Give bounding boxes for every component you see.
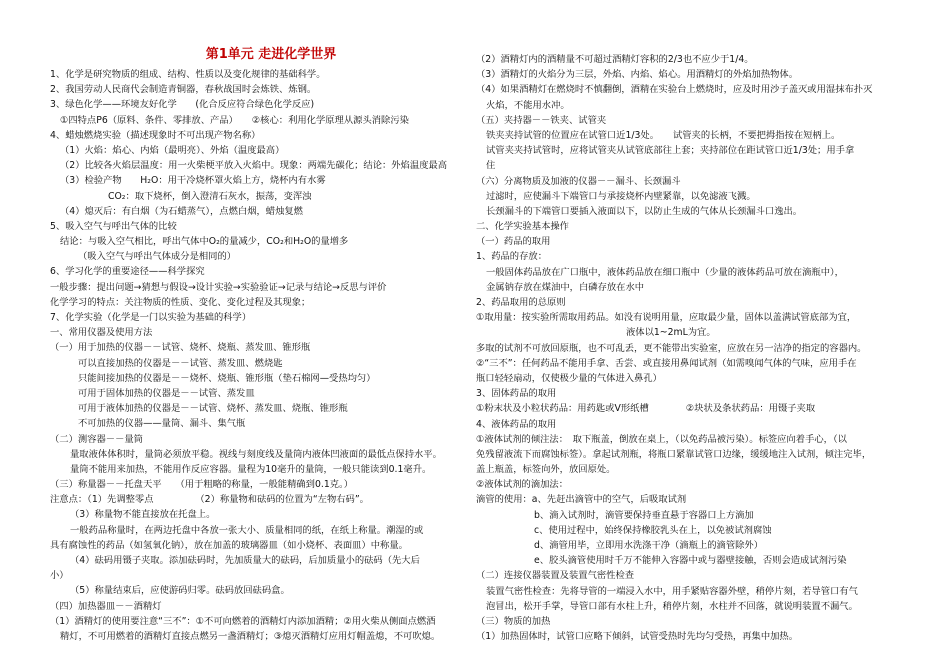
text-line: c、使用过程中，始终保持橡胶乳头在上，以免被试剂腐蚀 xyxy=(534,524,772,536)
text-line: ①粉末状及小粒状药品：用药匙或V形纸槽 ②块状及条状药品：用镊子夹取 xyxy=(476,403,816,415)
text-line: ①液体试剂的倾注法： 取下瓶盖，倒放在桌上，（以免药品被污染）。标签应向着手心，（以 xyxy=(476,433,847,445)
text-line: 不可加热的仪器——量筒、漏斗、集气瓶 xyxy=(78,418,246,430)
text-line: （4）砝码用镊子夹取。添加砝码时，先加质量大的砝码，后加质量小的砝码（先大后 xyxy=(70,555,420,566)
text-line: 5、吸入空气与呼出气体的比较 xyxy=(50,220,177,232)
text-line: 液体以1~2mL为宜。 xyxy=(626,327,716,339)
text-line: （三）物质的加热 xyxy=(476,615,551,627)
text-line: 盖上瓶盖，标签向外，放回原处。 xyxy=(476,464,616,476)
text-line: ②“三不”：任何药品不能用手拿、舌尝、或直接用鼻闻试剂（如需嗅闻气体的气味，应用手在 xyxy=(476,357,857,369)
text-line: 具有腐蚀性的药品（如氢氧化钠），放在加盖的玻璃器皿（如小烧杯、表面皿）中称量。 xyxy=(50,539,408,551)
text-line: 只能间接加热的仪器是－－烧杯、烧瓶、锥形瓶（垫石棉网—受热均匀） xyxy=(78,372,376,384)
text-line: 6、学习化学的重要途径——科学探究 xyxy=(50,266,205,278)
text-line: 量筒不能用来加热，不能用作反应容器。量程为10毫升的量筒，一般只能读到0.1毫升。 xyxy=(70,463,432,475)
text-line: （一）药品的取用 xyxy=(476,236,551,248)
text-line: （2）酒精灯内的酒精量不可超过酒精灯容积的2/3也不应少于1/4。 xyxy=(476,54,754,65)
text-line: ①四特点P6（原料、条件、零排放、产品） ②核心：利用化学原理从源头消除污染 xyxy=(60,114,409,126)
unit-title: 第1单元 走进化学世界 xyxy=(205,47,337,62)
text-line: 1、化学是研究物质的组成、结构、性质以及变化规律的基础科学。 xyxy=(50,69,326,80)
text-line: （二）测容器－－量筒 xyxy=(50,433,143,445)
left-column xyxy=(50,67,492,644)
text-line: 住 xyxy=(486,160,496,172)
text-line: 3、固体药品的取用 xyxy=(476,388,557,400)
text-line: 可用于液体加热的仪器是－－试管、烧杯、蒸发皿、烧瓶、锥形瓶 xyxy=(78,403,348,415)
text-line: e、胶头滴管使用时千万不能伸入容器中或与器壁接触，否则会造成试剂污染 xyxy=(534,555,847,567)
text-line: （一）用于加热的仪器－－试管、烧杯、烧瓶、蒸发皿、锥形瓶 xyxy=(50,342,311,354)
text-line: （3）酒精灯的火焰分为三层，外焰、内焰、焰心。用酒精灯的外焰加热物体。 xyxy=(476,69,799,81)
text-line: 一般药品称量时，在两边托盘中各放一张大小、质量相同的纸，在纸上称量。潮湿的或 xyxy=(70,524,424,536)
text-line: 结论：与吸入空气相比，呼出气体中O₂的量减少，CO₂和H₂O的量增多 xyxy=(60,236,349,248)
text-line: 瓶口轻轻扇动，仅使极少量的气体进入鼻孔） xyxy=(476,372,662,384)
text-line: CO₂：取下烧杯，倒入澄清石灰水，振荡，变浑浊 xyxy=(108,190,312,202)
right-column xyxy=(476,52,918,644)
text-line: 1、药品的存放： xyxy=(476,251,547,263)
text-line: 多取的试剂不可放回原瓶，也不可乱丢，更不能带出实验室，应放在另一洁净的指定的容器内。 xyxy=(476,342,867,354)
text-line: 二、化学实验基本操作 xyxy=(476,221,569,233)
text-line: 小） xyxy=(50,570,69,582)
text-line: ②液体试剂的滴加法： xyxy=(476,479,569,491)
text-line: 过滤时，应使漏斗下端管口与承接烧杯内壁紧靠，以免滤液飞溅。 xyxy=(486,190,756,202)
text-line: 4、液体药品的取用 xyxy=(476,418,557,430)
text-line: （二）连接仪器装置及装置气密性检查 xyxy=(476,570,635,582)
text-line: 7、化学实验（化学是一门以实验为基础的科学） xyxy=(50,312,252,323)
text-line: 装置气密性检查：先将导管的一端浸入水中，用手紧贴容器外壁，稍停片刻，若导管口有气 xyxy=(486,585,858,597)
text-line: （六）分离物质及加液的仪器－－漏斗、长颈漏斗 xyxy=(476,175,681,187)
text-line: 一、常用仪器及使用方法 xyxy=(50,327,153,339)
text-line: 一般步骤：提出问题→猜想与假设→设计实验→实验验证→记录与结论→反思与评价 xyxy=(50,281,387,293)
text-line: （5）称量结束后，应使游码归零。砝码放回砝码盒。 xyxy=(70,585,290,597)
text-line: 可以直接加热的仪器是－－试管、蒸发皿、燃烧匙 xyxy=(78,357,283,369)
text-line: 长颈漏斗的下端管口要插入液面以下，以防止生成的气体从长颈漏斗口逸出。 xyxy=(486,205,803,217)
text-line: 注意点：（1）先调整零点 （2）称量物和砝码的位置为“左物右码”。 xyxy=(50,494,369,506)
text-line: 铁夹夹持试管的位置应在试管口近1/3处。 试管夹的长柄，不要把拇指按在短柄上。 xyxy=(486,129,841,141)
text-line: 火焰，不能用水冲。 xyxy=(486,99,570,111)
text-line: （3）称量物不能直接放在托盘上。 xyxy=(70,509,216,521)
text-line: （3）检验产物 H₂O：用干冷烧杯罩火焰上方，烧杯内有水雾 xyxy=(60,175,326,187)
text-line: （4）如果酒精灯在燃烧时不慎翻倒，酒精在实验台上燃烧时，应及时用沙子盖灭或用湿抹布扑灭 xyxy=(476,84,873,96)
text-line: 3、绿色化学——环境友好化学 (化合反应符合绿色化学反应) xyxy=(50,99,315,111)
text-line: 精灯，不可用燃着的酒精灯直接点燃另一盏酒精灯；③熄灭酒精灯应用灯帽盖熄，不可吹熄。 xyxy=(60,630,441,642)
text-line: （2）比较各火焰层温度：用一火柴梗平放入火焰中。现象：两端先碳化；结论：外焰温度最高 xyxy=(60,160,448,172)
text-line: （1）酒精灯的使用要注意“三不”：①不可向燃着的酒精灯内添加酒精；②用火柴从侧面点燃酒 xyxy=(50,615,436,627)
text-line: （三）称量器－－托盘天平 （用于粗略的称量，一般能精确到0.1克。） xyxy=(50,479,353,491)
text-line: 2、药品取用的总原则 xyxy=(476,297,566,308)
text-line: 试管夹夹持试管时，应将试管夹从试管底部往上套；夹持部位在距试管口近1/3处；用手拿 xyxy=(486,145,855,157)
text-line: d、滴管用毕，立即用水洗涤干净（滴瓶上的滴管除外） xyxy=(534,540,764,551)
text-line: （四）加热器皿－－酒精灯 xyxy=(50,600,162,612)
text-line: （吸入空气与呼出气体成分是相同的） xyxy=(78,251,237,263)
text-line: 4、蜡烛燃烧实验（描述现象时不可出现产物名称） xyxy=(50,129,261,141)
text-line: （五）夹持器－－铁夹、试管夹 xyxy=(476,114,607,126)
text-line: 金属钠存放在煤油中，白磷存放在水中 xyxy=(486,281,645,293)
text-line: ①取用量：按实验所需取用药品。如没有说明用量，应取最少量，固体以盖满试管底部为宜， xyxy=(476,312,857,324)
text-line: 可用于固体加热的仪器是－－试管、蒸发皿 xyxy=(78,387,255,399)
text-line: 泡冒出，松开手掌，导管口部有水柱上升，稍停片刻，水柱并不回落，就说明装置不漏气。 xyxy=(486,600,858,612)
text-line: 一般固体药品放在广口瓶中，液体药品放在细口瓶中（少量的液体药品可放在滴瓶中）， xyxy=(486,266,844,278)
text-line: （4）熄灭后：有白烟（为石蜡蒸气），点燃白烟，蜡烛复燃 xyxy=(60,205,303,217)
text-line: 滴管的使用：a、先赶出滴管中的空气，后吸取试剂 xyxy=(476,494,687,506)
text-line: （1）火焰：焰心、内焰（最明亮）、外焰（温度最高） xyxy=(60,144,285,156)
text-line: 2、我国劳动人民商代会制造青铜器，春秋战国时会炼铁、炼钢。 xyxy=(50,84,317,96)
text-line: 免残留液流下而腐蚀标签）。拿起试剂瓶，将瓶口紧靠试管口边缘，缓缓地注入试剂，倾注完毕， xyxy=(476,448,872,460)
text-line: （1）加热固体时，试管口应略下倾斜，试管受热时先均匀受热，再集中加热。 xyxy=(476,631,799,643)
text-line: 量取液体体积时，量筒必须放平稳。视线与刻度线及量筒内液体凹液面的最低点保持水平。 xyxy=(70,448,442,460)
text-line: 化学学习的特点：关注物质的性质、变化、变化过程及其现象； xyxy=(50,296,311,308)
text-line: b、滴入试剂时，滴管要保持垂直悬于容器口上方滴加 xyxy=(534,509,754,521)
